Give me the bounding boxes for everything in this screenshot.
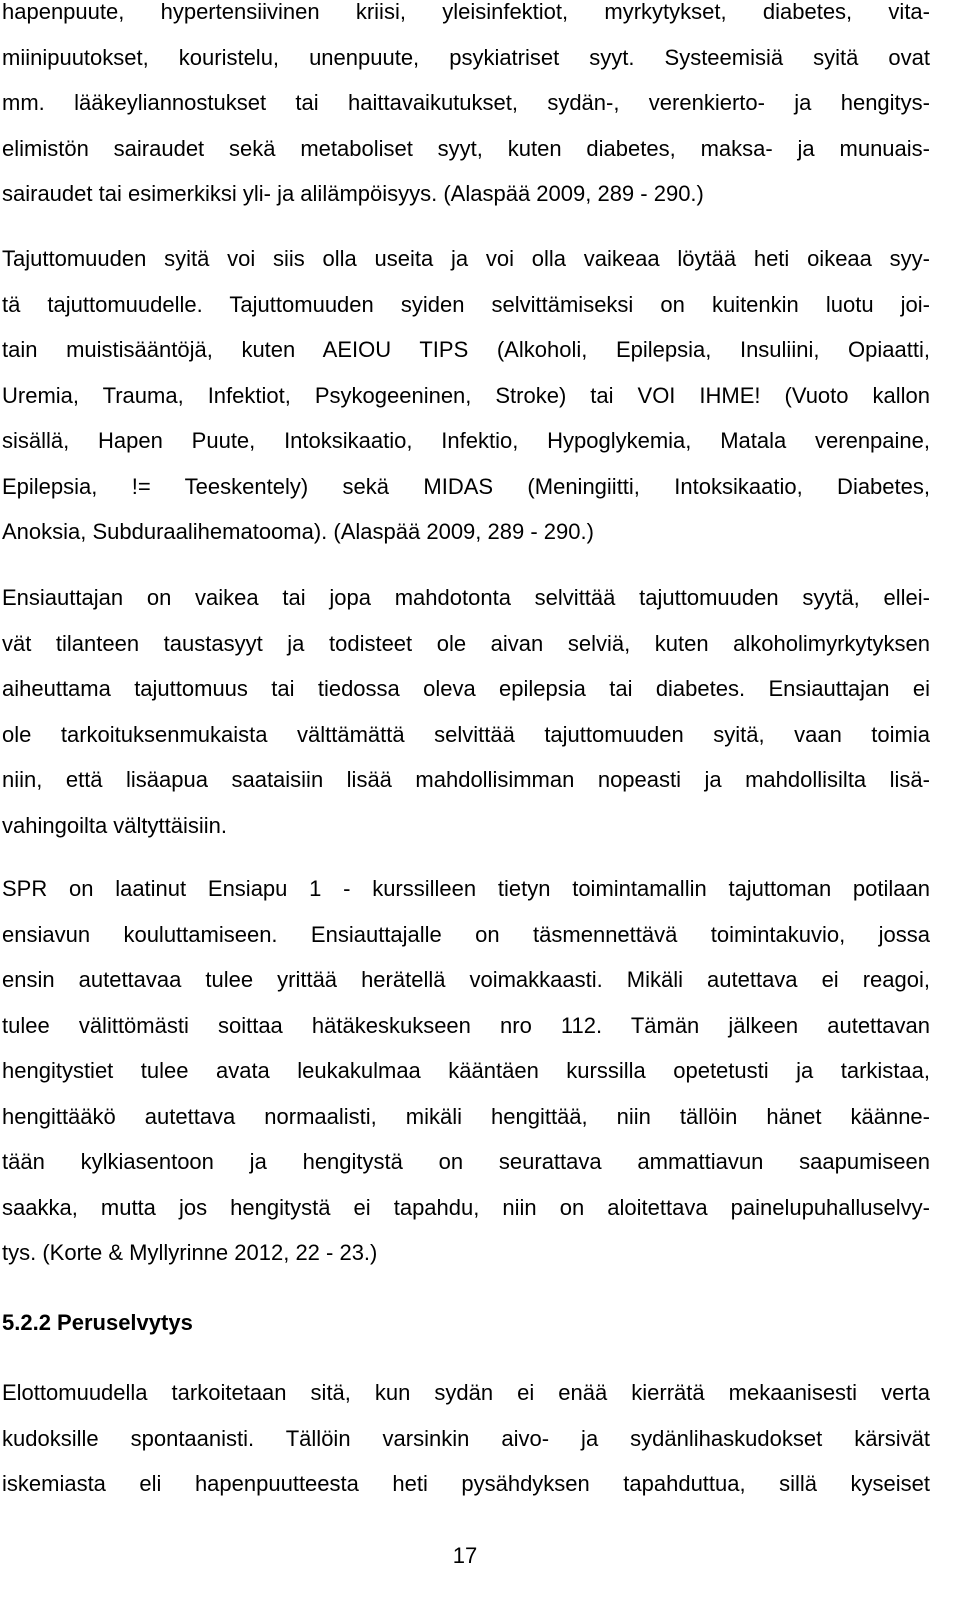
text-line: saakka, mutta jos hengitystä ei tapahdu, niin on aloitettava painelupuhalluselvy-	[2, 1194, 930, 1220]
text-line: elimistön sairaudet sekä metaboliset syyt, kuten diabetes, maksa- ja munuais-	[2, 135, 930, 161]
paragraph-elottomuus	[2, 1370, 930, 1507]
text-line: niin, että lisäapua saataisiin lisää mahdollisimman nopeasti ja mahdollisilta lisä-	[2, 767, 930, 792]
text-line: sairaudet tai esimerkiksi yli- ja alilämpöisyys. (Alaspää 2009, 289 - 290.)	[2, 181, 704, 206]
paragraph-causes-continued	[2, 0, 930, 217]
paragraph-mnemonics	[2, 236, 930, 555]
text-line: tulee välittömästi soittaa hätäkeskukseen nro 112. Tämän jälkeen autettavan	[2, 1012, 930, 1038]
text-line: Ensiauttajan on vaikea tai jopa mahdotonta selvittää tajuttomuuden syytä, ellei-	[2, 585, 930, 610]
text-line: kudoksille spontaanisti. Tällöin varsinkin aivo- ja sydänlihaskudokset kärsivät	[2, 1425, 930, 1451]
paragraph-first-responder	[2, 575, 930, 848]
text-line: ensin autettavaa tulee yrittää herätellä voimakkaasti. Mikäli autettava ei reagoi,	[2, 967, 930, 992]
text-line: Uremia, Trauma, Infektiot, Psykogeeninen, Stroke) tai VOI IHME! (Vuoto kallon	[2, 382, 930, 408]
text-line: hapenpuute, hypertensiivinen kriisi, yleisinfektiot, myrkytykset, diabetes, vita-	[2, 0, 930, 24]
text-line: tään kylkiasentoon ja hengitystä on seurattava ammattiavun saapumiseen	[2, 1149, 930, 1174]
text-line: ensiavun kouluttamiseen. Ensiauttajalle on täsmennettävä toimintakuvio, jossa	[2, 921, 930, 947]
text-line: hengittääkö autettava normaalisti, mikäli hengittää, niin tällöin hänet käänne-	[2, 1103, 930, 1129]
text-line: aiheuttama tajuttomuus tai tiedossa oleva epilepsia tai diabetes. Ensiauttajan ei	[2, 676, 930, 701]
text-line: vät tilanteen taustasyyt ja todisteet ole aivan selviä, kuten alkoholimyrkytyksen	[2, 630, 930, 656]
text-line: Elottomuudella tarkoitetaan sitä, kun sydän ei enää kierrätä mekaanisesti verta	[2, 1380, 930, 1405]
text-line: Anoksia, Subduraalihematooma). (Alaspää 2009, 289 - 290.)	[2, 519, 594, 544]
text-line: tys. (Korte & Myllyrinne 2012, 22 - 23.)	[2, 1240, 378, 1265]
paragraph-spr-model	[2, 866, 930, 1276]
text-line: tä tajuttomuudelle. Tajuttomuuden syiden selvittämiseksi on kuitenkin luotu joi-	[2, 291, 930, 317]
text-line: iskemiasta eli hapenpuutteesta heti pysähdyksen tapahduttua, sillä kyseiset	[2, 1471, 930, 1496]
text-line: hengitystiet tulee avata leukakulmaa kääntäen kurssilla opetetusti ja tarkistaa,	[2, 1058, 930, 1083]
page-number: 17	[452, 1543, 478, 1568]
text-line: ole tarkoituksenmukaista välttämättä selvittää tajuttomuuden syitä, vaan toimia	[2, 721, 930, 747]
text-line: Epilepsia, != Teeskentely) sekä MIDAS (Meningiitti, Intoksikaatio, Diabetes,	[2, 473, 930, 499]
text-line: miinipuutokset, kouristelu, unenpuute, psykiatriset syyt. Systeemisiä syitä ovat	[2, 44, 930, 70]
text-line: SPR on laatinut Ensiapu 1 - kurssilleen tietyn toimintamallin tajuttoman potilaan	[2, 876, 930, 901]
text-line: sisällä, Hapen Puute, Intoksikaatio, Infektio, Hypoglykemia, Matala verenpaine,	[2, 428, 930, 453]
text-line: tain muistisääntöjä, kuten AEIOU TIPS (Alkoholi, Epilepsia, Insuliini, Opiaatti,	[2, 337, 930, 362]
section-heading: 5.2.2 Peruselvytys	[2, 1310, 193, 1335]
text-line: mm. lääkeyliannostukset tai haittavaikutukset, sydän-, verenkierto- ja hengitys-	[2, 90, 930, 115]
text-line: Tajuttomuuden syitä voi siis olla useita ja voi olla vaikeaa löytää heti oikeaa syy-	[2, 246, 930, 271]
text-line: vahingoilta vältyttäisiin.	[2, 812, 228, 838]
